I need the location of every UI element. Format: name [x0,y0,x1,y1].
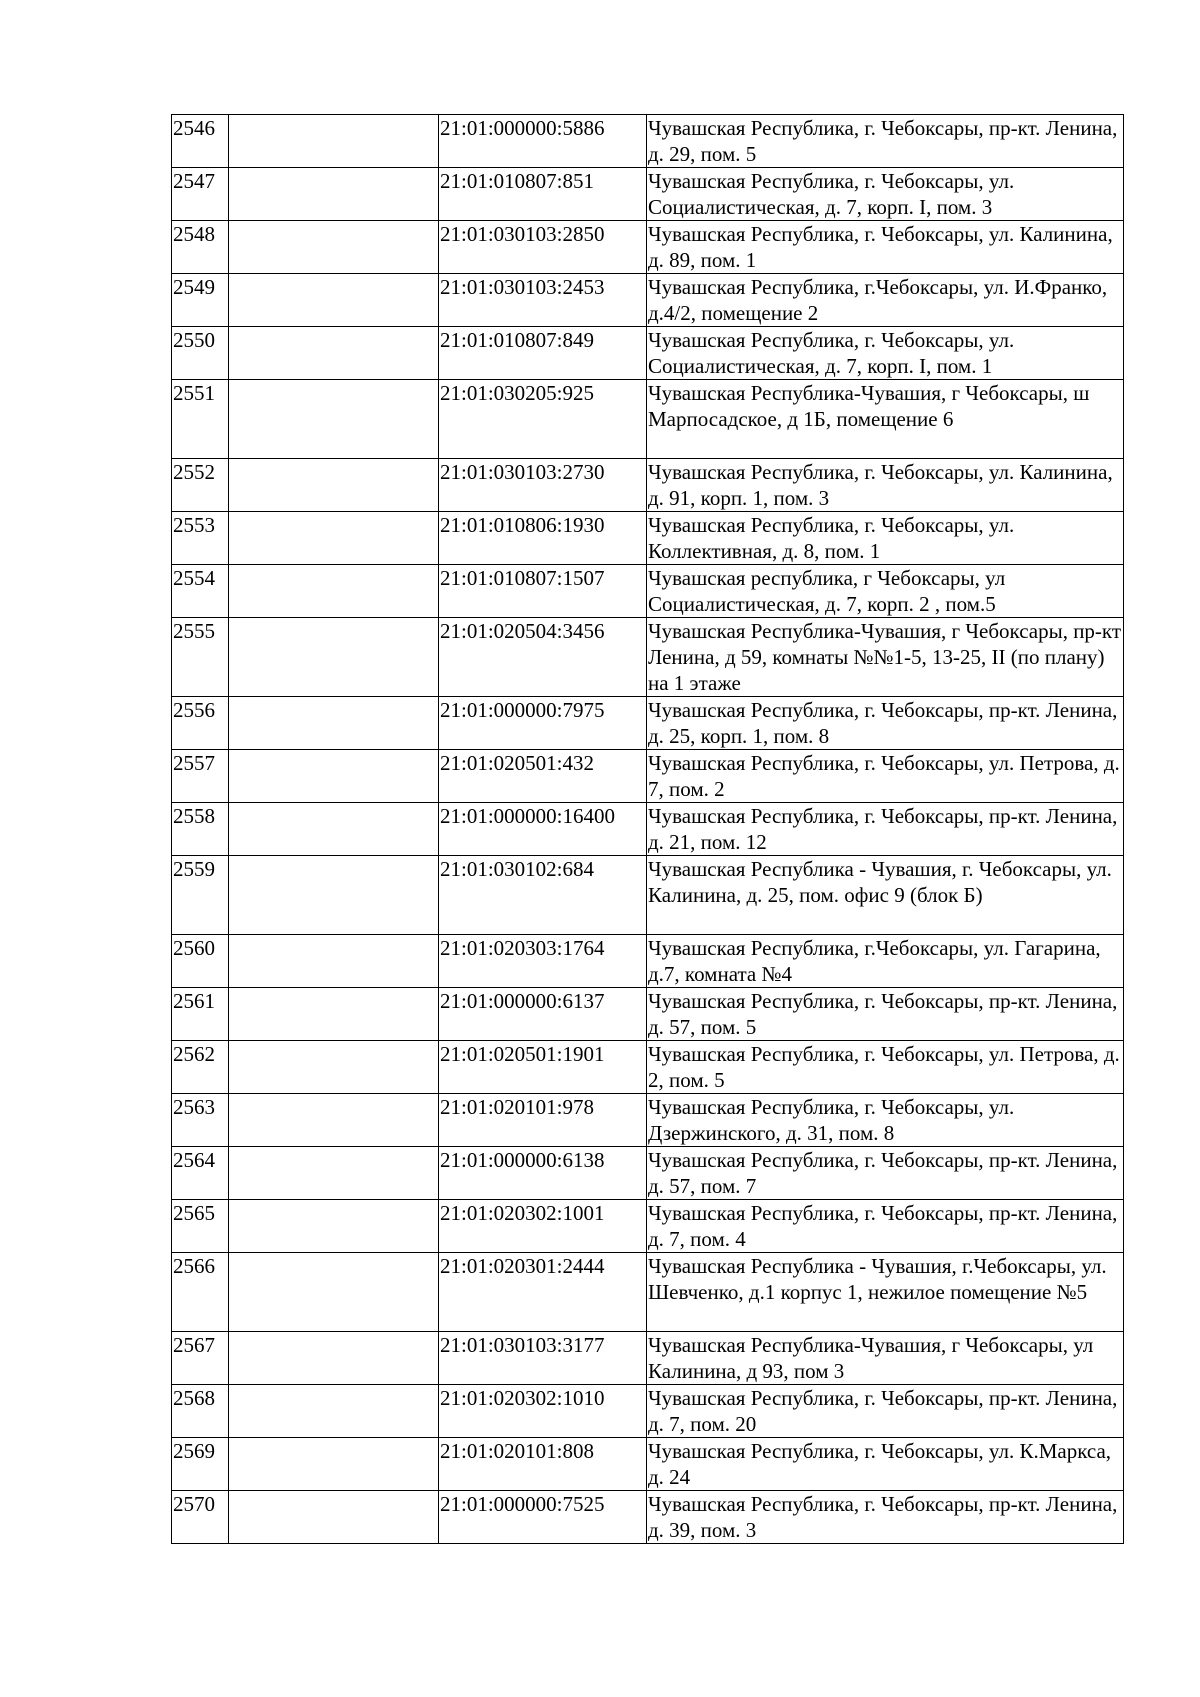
address-cell: Чувашская Республика, г. Чебоксары, пр-кт. Ленина, д. 21, пом. 12 [647,803,1124,856]
address-cell: Чувашская Республика, г. Чебоксары, пр-кт. Ленина, д. 57, пом. 5 [647,988,1124,1041]
cadastral-number: 21:01:030102:684 [439,856,647,935]
address-cell: Чувашская Республика-Чувашия, г Чебоксары, ш Марпосадское, д 1Б, помещение 6 [647,380,1124,459]
row-number: 2553 [172,512,229,565]
cadastral-number: 21:01:020101:808 [439,1438,647,1491]
row-number: 2557 [172,750,229,803]
row-number: 2564 [172,1147,229,1200]
row-number: 2552 [172,459,229,512]
cadastral-number: 21:01:020501:432 [439,750,647,803]
table-row [172,697,1124,750]
address-cell: Чувашская Республика, г. Чебоксары, пр-кт. Ленина, д. 7, пом. 4 [647,1200,1124,1253]
table-row [172,380,1124,459]
row-number: 2548 [172,221,229,274]
table-row [172,327,1124,380]
address-cell: Чувашская Республика - Чувашия, г.Чебоксары, ул. Шевченко, д.1 корпус 1, нежилое помещение №5 [647,1253,1124,1332]
blank-cell [229,1041,439,1094]
row-number: 2570 [172,1491,229,1544]
blank-cell [229,1332,439,1385]
table-row [172,1385,1124,1438]
table-row [172,856,1124,935]
cadastral-number: 21:01:000000:7525 [439,1491,647,1544]
table-row [172,512,1124,565]
address-cell: Чувашская Республика, г.Чебоксары, ул. И.Франко, д.4/2, помещение 2 [647,274,1124,327]
blank-cell [229,988,439,1041]
blank-cell [229,1094,439,1147]
blank-cell [229,618,439,697]
cadastral-number: 21:01:010807:851 [439,168,647,221]
blank-cell [229,1491,439,1544]
cadastral-number: 21:01:000000:6138 [439,1147,647,1200]
row-number: 2555 [172,618,229,697]
blank-cell [229,935,439,988]
table-row [172,1147,1124,1200]
row-number: 2561 [172,988,229,1041]
table-row [172,1332,1124,1385]
cadastral-number: 21:01:010807:849 [439,327,647,380]
table-row [172,618,1124,697]
table-row [172,221,1124,274]
blank-cell [229,565,439,618]
address-cell: Чувашская Республика, г. Чебоксары, пр-кт. Ленина, д. 25, корп. 1, пом. 8 [647,697,1124,750]
blank-cell [229,274,439,327]
address-cell: Чувашская Республика, г.Чебоксары, ул. Гагарина, д.7, комната №4 [647,935,1124,988]
row-number: 2560 [172,935,229,988]
cadastral-number: 21:01:020101:978 [439,1094,647,1147]
table-row [172,1491,1124,1544]
table-row [172,803,1124,856]
cadastral-number: 21:01:000000:6137 [439,988,647,1041]
cadastral-number: 21:01:030103:2850 [439,221,647,274]
blank-cell [229,327,439,380]
cadastral-number: 21:01:000000:5886 [439,115,647,168]
cadastral-number: 21:01:010806:1930 [439,512,647,565]
table-row [172,459,1124,512]
address-cell: Чувашская Республика, г. Чебоксары, пр-кт. Ленина, д. 7, пом. 20 [647,1385,1124,1438]
row-number: 2546 [172,115,229,168]
cadastral-number: 21:01:020301:2444 [439,1253,647,1332]
address-cell: Чувашская Республика, г. Чебоксары, ул. Петрова, д. 2, пом. 5 [647,1041,1124,1094]
table-row [172,1041,1124,1094]
row-number: 2568 [172,1385,229,1438]
row-number: 2547 [172,168,229,221]
cadastral-number: 21:01:020303:1764 [439,935,647,988]
address-cell: Чувашская Республика-Чувашия, г Чебоксары, ул Калинина, д 93, пом 3 [647,1332,1124,1385]
row-number: 2563 [172,1094,229,1147]
blank-cell [229,803,439,856]
row-number: 2569 [172,1438,229,1491]
address-cell: Чувашская Республика, г. Чебоксары, ул. Дзержинского, д. 31, пом. 8 [647,1094,1124,1147]
table-row [172,1094,1124,1147]
row-number: 2549 [172,274,229,327]
address-cell: Чувашская Республика, г. Чебоксары, ул. Социалистическая, д. 7, корп. I, пом. 3 [647,168,1124,221]
table-row [172,988,1124,1041]
row-number: 2562 [172,1041,229,1094]
row-number: 2559 [172,856,229,935]
address-cell: Чувашская республика, г Чебоксары, ул Социалистическая, д. 7, корп. 2 , пом.5 [647,565,1124,618]
cadastral-number: 21:01:030205:925 [439,380,647,459]
cadastral-number: 21:01:020504:3456 [439,618,647,697]
cadastral-number: 21:01:030103:2453 [439,274,647,327]
blank-cell [229,697,439,750]
table-row [172,274,1124,327]
address-cell: Чувашская Республика, г. Чебоксары, ул. Калинина, д. 91, корп. 1, пом. 3 [647,459,1124,512]
cadastral-number: 21:01:010807:1507 [439,565,647,618]
address-cell: Чувашская Республика, г. Чебоксары, пр-кт. Ленина, д. 39, пом. 3 [647,1491,1124,1544]
row-number: 2567 [172,1332,229,1385]
row-number: 2556 [172,697,229,750]
address-cell: Чувашская Республика, г. Чебоксары, ул. Коллективная, д. 8, пом. 1 [647,512,1124,565]
row-number: 2558 [172,803,229,856]
cadastral-number: 21:01:030103:2730 [439,459,647,512]
cadastral-number: 21:01:020501:1901 [439,1041,647,1094]
blank-cell [229,512,439,565]
blank-cell [229,221,439,274]
table-row [172,115,1124,168]
address-cell: Чувашская Республика, г. Чебоксары, ул. Социалистическая, д. 7, корп. I, пом. 1 [647,327,1124,380]
table-row [172,565,1124,618]
address-cell: Чувашская Республика, г. Чебоксары, ул. Калинина, д. 89, пом. 1 [647,221,1124,274]
blank-cell [229,1200,439,1253]
cadastral-number: 21:01:020302:1001 [439,1200,647,1253]
cadastral-number: 21:01:020302:1010 [439,1385,647,1438]
property-registry-table [171,114,1124,1544]
address-cell: Чувашская Республика-Чувашия, г Чебоксары, пр-кт Ленина, д 59, комнаты №№1-5, 13-25, II (по плану) на 1 этаже [647,618,1124,697]
address-cell: Чувашская Республика - Чувашия, г. Чебоксары, ул. Калинина, д. 25, пом. офис 9 (блок Б) [647,856,1124,935]
address-cell: Чувашская Республика, г. Чебоксары, ул. К.Маркса, д. 24 [647,1438,1124,1491]
blank-cell [229,750,439,803]
blank-cell [229,1385,439,1438]
address-cell: Чувашская Республика, г. Чебоксары, пр-кт. Ленина, д. 57, пом. 7 [647,1147,1124,1200]
table-row [172,1253,1124,1332]
blank-cell [229,115,439,168]
table-row [172,1200,1124,1253]
table-row [172,168,1124,221]
table-row [172,1438,1124,1491]
row-number: 2550 [172,327,229,380]
cadastral-number: 21:01:000000:16400 [439,803,647,856]
blank-cell [229,168,439,221]
address-cell: Чувашская Республика, г. Чебоксары, ул. Петрова, д. 7, пом. 2 [647,750,1124,803]
row-number: 2565 [172,1200,229,1253]
blank-cell [229,1147,439,1200]
table-row [172,750,1124,803]
blank-cell [229,380,439,459]
blank-cell [229,459,439,512]
row-number: 2551 [172,380,229,459]
blank-cell [229,1438,439,1491]
blank-cell [229,856,439,935]
address-cell: Чувашская Республика, г. Чебоксары, пр-кт. Ленина, д. 29, пом. 5 [647,115,1124,168]
row-number: 2566 [172,1253,229,1332]
cadastral-number: 21:01:000000:7975 [439,697,647,750]
cadastral-number: 21:01:030103:3177 [439,1332,647,1385]
row-number: 2554 [172,565,229,618]
table-row [172,935,1124,988]
blank-cell [229,1253,439,1332]
